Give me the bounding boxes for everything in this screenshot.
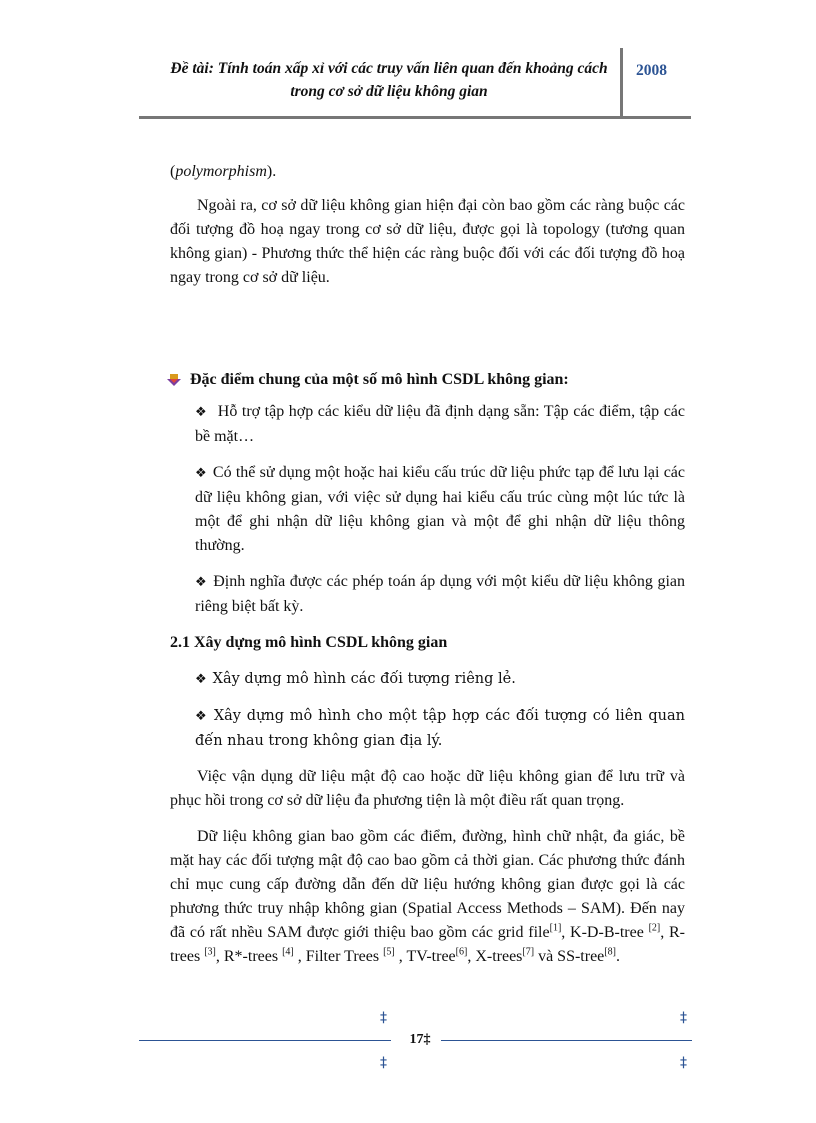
footer-mark: ‡ [380, 1010, 387, 1026]
section-item: ❖ Xây dựng mô hình các đối tượng riêng lẻ. [195, 671, 516, 687]
diamond-bullet-icon: ❖ [195, 709, 208, 724]
arrow-bullet-icon [166, 372, 182, 388]
header-year: 2008 [636, 62, 667, 79]
citation: [4] [282, 946, 294, 958]
section-title: 2.1 Xây dựng mô hình CSDL không gian [170, 634, 448, 651]
paragraph-storage: Việc vận dụng dữ liệu mật độ cao hoặc dữ liệu không gian để lưu trữ và phục hồi trong cơ sở dữ liệu đa phương tiện là một điều rất quan trọng. [170, 768, 685, 809]
header-title-line1: Đề tài: Tính toán xấp xỉ với các truy vấn liên quan đến khoảng cách [170, 60, 608, 77]
citation: [7] [522, 946, 535, 958]
citation: [5] [383, 946, 395, 958]
features-heading [170, 368, 685, 392]
spacer [170, 302, 685, 368]
diamond-bullet-icon: ❖ [195, 466, 207, 481]
footer-mark: ‡ [680, 1055, 687, 1071]
citation: [3] [204, 946, 216, 958]
feature-item: ❖ Định nghĩa được các phép toán áp dụng với một kiểu dữ liệu không gian riêng biệt bất kỳ. [195, 573, 686, 615]
continuation-text: (polymorphism). [170, 163, 277, 180]
section-item: ❖ Xây dựng mô hình cho một tập hợp các đối tượng có liên quan đến nhau trong không gian địa lý. [195, 708, 686, 749]
features-heading-text: Đặc điểm chung của một số mô hình CSDL không gian: [190, 371, 569, 388]
header-title-line2: trong cơ sở dữ liệu không gian [290, 83, 488, 100]
citation: [1] [549, 922, 562, 934]
paragraph-sam: Dữ liệu không gian bao gồm các điểm, đường, hình chữ nhật, đa giác, bề mặt hay các đối tượng mật độ cao bao gồm cả thời gian. Các phương thức đánh chỉ mục cung cấp đường dẫn đến dữ liệu hướng không gian được gọi là các phương thức truy nhập không gian (Spatial Access Methods – SAM). Đến nay đã có rất nhều SAM được giới thiệu bao gồm các grid file[1], K-D-B-tree [2], R-trees [3], R*-trees [4] , Filter Trees [5] , TV-tree[6], X-trees[7] và SS-tree[8]. [170, 828, 686, 965]
header-divider [620, 48, 623, 116]
feature-item: ❖ Có thể sử dụng một hoặc hai kiểu cấu trúc dữ liệu phức tạp để lưu lại các dữ liệu không gian, với việc sử dụng hai kiểu cấu trúc cùng một lúc tức là một để ghi nhận dữ liệu không gian và một để ghi nhận dữ liệu thông thường. [195, 464, 685, 554]
diamond-bullet-icon: ❖ [195, 575, 208, 590]
diamond-bullet-icon: ❖ [195, 405, 208, 420]
polymorphism-term: polymorphism [175, 163, 267, 180]
citation: [6] [455, 946, 468, 958]
feature-item: ❖ Hỗ trợ tập hợp các kiểu dữ liệu đã định dạng sẵn: Tập các điểm, tập các bề mặt… [195, 403, 686, 445]
footer-rule-left [139, 1040, 391, 1041]
page-content [170, 160, 685, 981]
footer-mark: ‡ [680, 1010, 687, 1026]
paragraph-topology: Ngoài ra, cơ sở dữ liệu không gian hiện đại còn bao gồm các ràng buộc các đối tượng đồ hoạ ngay trong cơ sở dữ liệu, được gọi là topology (tương quan không gian) - Phương thức thể hiện các ràng buộc đối với các đối tượng đồ hoạ ngay trong cơ sở dữ liệu. [170, 197, 685, 286]
citation: [8] [604, 946, 616, 958]
citation: [2] [648, 922, 661, 934]
footer-rule-right [441, 1040, 692, 1041]
diamond-bullet-icon: ❖ [195, 672, 207, 687]
footer-mark: ‡ [380, 1055, 387, 1071]
header-rule [139, 116, 691, 119]
header-title [160, 57, 618, 103]
page-number: 17‡ [409, 1032, 431, 1047]
